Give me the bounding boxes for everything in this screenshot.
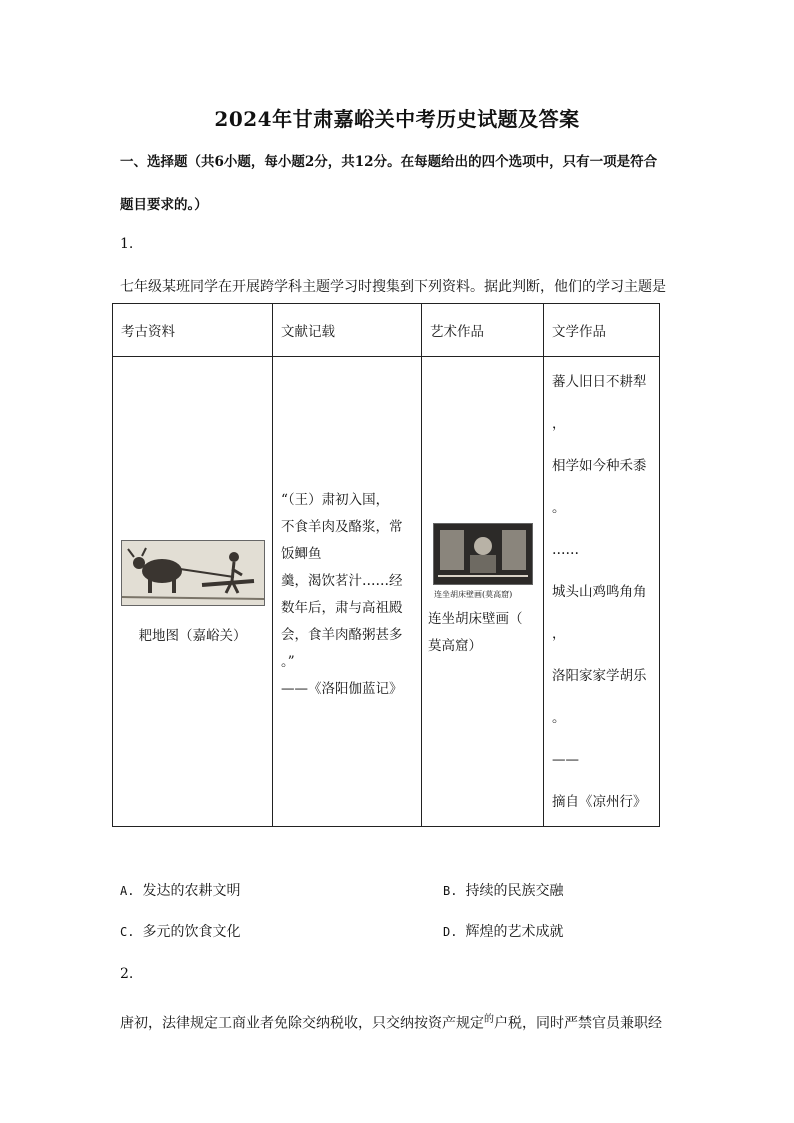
header-literature: 文学作品 bbox=[544, 304, 660, 357]
option-b-text: 持续的民族交融 bbox=[465, 883, 564, 899]
header-documents: 文献记载 bbox=[273, 304, 422, 357]
poem-line: 城头山鸡鸣角角 bbox=[552, 584, 647, 600]
poem-line: 相学如今种禾黍 bbox=[552, 458, 647, 474]
option-d[interactable] bbox=[443, 921, 563, 941]
option-d-text: 辉煌的艺术成就 bbox=[465, 924, 564, 940]
art-caption-line: 莫高窟） bbox=[428, 638, 482, 654]
document-line: 羹，渴饮茗汁……经 bbox=[281, 572, 403, 589]
question-2-stem-part2: 户税，同时严禁官员兼职经 bbox=[494, 1015, 662, 1032]
document-source: ——《洛阳伽蓝记》 bbox=[281, 680, 403, 697]
mural-image-label: 连坐胡床壁画(莫高窟) bbox=[434, 590, 513, 599]
section-heading-line1: 一、选择题（共6小题，每小题2分，共12分。在每题给出的四个选项中，只有一项是符合 bbox=[120, 154, 658, 170]
option-c-text: 多元的饮食文化 bbox=[142, 924, 241, 940]
page-title: 2024年甘肃嘉峪关中考历史试题及答案 bbox=[214, 107, 580, 131]
question-2-stem-part1: 唐初，法律规定工商业者免除交纳税收，只交纳按资产规定 bbox=[120, 1015, 484, 1032]
question-1-stem: 七年级某班同学在开展跨学科主题学习时搜集到下列资料。据此判断，他们的学习主题是 bbox=[120, 279, 666, 295]
table-header-row bbox=[113, 304, 660, 357]
option-a[interactable] bbox=[120, 880, 240, 900]
poem-source: 摘自《凉州行》 bbox=[552, 794, 647, 810]
cell-documents bbox=[273, 357, 422, 827]
option-a-label: A. bbox=[120, 884, 135, 898]
header-art: 艺术作品 bbox=[422, 304, 544, 357]
poem-line: ， bbox=[552, 626, 566, 642]
art-caption-line: 连坐胡床壁画（ bbox=[428, 611, 523, 627]
document-line: “（王）肃初入国， bbox=[281, 491, 390, 508]
question-2-stem bbox=[120, 1010, 680, 1033]
poem-line: —— bbox=[552, 752, 579, 768]
option-c[interactable] bbox=[120, 921, 240, 941]
mural-image bbox=[433, 523, 533, 585]
document-line: 不食羊肉及酪浆，常 bbox=[281, 518, 403, 535]
table-content-row bbox=[113, 357, 660, 827]
option-a-text: 发达的农耕文明 bbox=[142, 883, 241, 899]
option-c-label: C. bbox=[120, 925, 135, 939]
document-line: 饭鲫鱼 bbox=[281, 545, 322, 562]
header-archaeology: 考古资料 bbox=[113, 304, 273, 357]
cell-literature bbox=[544, 357, 660, 827]
archaeology-caption: 耙地图（嘉峪关） bbox=[138, 627, 247, 644]
materials-table bbox=[112, 303, 660, 827]
cell-art bbox=[422, 357, 544, 827]
poem-line: 。 bbox=[552, 710, 566, 726]
document-line: 。” bbox=[281, 653, 295, 670]
question-2-stem-sup: 的 bbox=[484, 1014, 494, 1025]
option-b-label: B. bbox=[443, 884, 458, 898]
plowing-mural-image bbox=[121, 540, 265, 606]
poem-line: 。 bbox=[552, 500, 566, 516]
poem-line: …… bbox=[552, 542, 579, 558]
poem-line: ， bbox=[552, 416, 566, 432]
section-heading-line2: 题目要求的。） bbox=[120, 197, 208, 213]
option-d-label: D. bbox=[443, 925, 458, 939]
poem-line: 蕃人旧日不耕犁 bbox=[552, 374, 647, 390]
ox-plow-drawing bbox=[122, 541, 264, 605]
poem-line: 洛阳家家学胡乐 bbox=[552, 668, 647, 684]
option-b[interactable] bbox=[443, 880, 563, 900]
document-line: 数年后，肃与高祖殿 bbox=[281, 599, 403, 616]
cell-archaeology bbox=[113, 357, 273, 827]
mural-drawing bbox=[434, 524, 532, 584]
document-line: 会，食羊肉酪粥甚多 bbox=[281, 626, 403, 643]
question-1-number: 1. bbox=[120, 236, 134, 252]
question-2-number: 2. bbox=[120, 966, 134, 982]
